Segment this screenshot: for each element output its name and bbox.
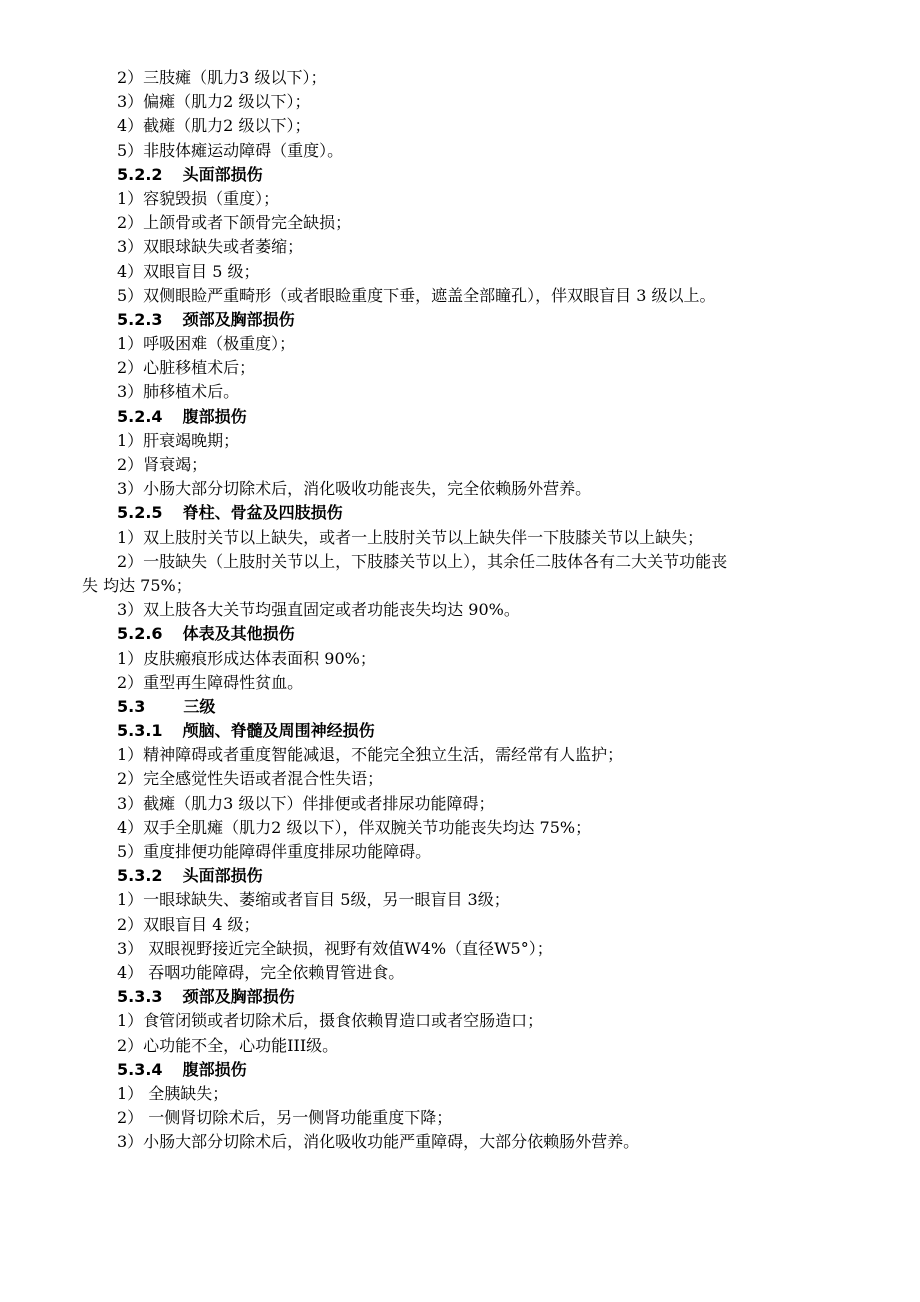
list-item: 1）呼吸困难（极重度）； bbox=[117, 334, 296, 354]
list-item: 2）肾衰竭； bbox=[117, 455, 208, 474]
list-item: 2）心功能不全，心功能III级。 bbox=[117, 1035, 339, 1055]
list-item: 3）小肠大部分切除术后，消化吸收功能丧失，完全依赖肠外营养。 bbox=[117, 479, 592, 499]
list-item: 4）双手全肌瘫（肌力2 级以下），伴双腕关节功能丧失均达 75%； bbox=[117, 817, 592, 837]
list-item: 5）重度排便功能障碍伴重度排尿功能障碍。 bbox=[117, 842, 432, 861]
list-item: 2）一肢缺失（上肢肘关节以上，下肢膝关节以上），其余任二肢体各有二大关节功能丧 bbox=[117, 551, 728, 571]
section-number: 5.2.3 bbox=[117, 309, 163, 329]
list-item: 4） 吞咽功能障碍，完全依赖胃管进食。 bbox=[117, 962, 405, 982]
list-item: 3）肺移植术后。 bbox=[117, 382, 240, 402]
list-item: 2） 一侧肾切除术后，另一侧肾功能重度下降； bbox=[117, 1108, 453, 1128]
section-heading bbox=[0, 308, 920, 332]
list-item: 3）截瘫（肌力3 级以下）伴排便或者排尿功能障碍； bbox=[117, 793, 495, 813]
list-item: 1）双上肢肘关节以上缺失，或者一上肢肘关节以上缺失伴一下肢膝关节以上缺失； bbox=[117, 527, 704, 547]
section-title: 颅脑、脊髓及周围神经损伤 bbox=[182, 721, 375, 741]
list-item: 1）容貌毁损（重度）； bbox=[117, 188, 280, 208]
list-item: 3） 双眼视野接近完全缺损，视野有效值W4%（直径W5°）； bbox=[117, 938, 553, 958]
section-title: 脊柱、骨盆及四肢损伤 bbox=[182, 503, 343, 523]
list-item: 4）双眼盲目 5 级； bbox=[117, 261, 260, 281]
section-number: 5.2.4 bbox=[117, 406, 163, 426]
list-item: 5）双侧眼睑严重畸形（或者眼睑重度下垂，遮盖全部瞳孔），伴双眼盲目 3 级以上。 bbox=[117, 285, 716, 305]
list-item: 4）截瘫（肌力2 级以下）； bbox=[117, 116, 311, 136]
section-heading bbox=[0, 864, 920, 888]
section-title: 颈部及胸部损伤 bbox=[182, 987, 295, 1007]
section-number: 5.3 bbox=[117, 696, 146, 716]
list-item: 3）偏瘫（肌力2 级以下）； bbox=[117, 92, 311, 112]
section-number: 5.3.2 bbox=[117, 866, 163, 886]
list-item: 3）双眼球缺失或者萎缩； bbox=[117, 237, 304, 257]
section-heading bbox=[0, 501, 920, 525]
section-heading bbox=[0, 719, 920, 743]
section-heading bbox=[0, 405, 920, 429]
list-item: 2）上颌骨或者下颌骨完全缺损； bbox=[117, 213, 352, 233]
section-number: 5.2.6 bbox=[117, 624, 163, 644]
list-item: 3）小肠大部分切除术后，消化吸收功能严重障碍，大部分依赖肠外营养。 bbox=[117, 1132, 640, 1152]
section-title: 颈部及胸部损伤 bbox=[182, 309, 295, 329]
section-title: 头面部损伤 bbox=[182, 164, 263, 184]
section-number: 5.3.1 bbox=[117, 721, 163, 741]
section-title: 体表及其他损伤 bbox=[182, 624, 295, 644]
section-title: 三级 bbox=[183, 696, 216, 716]
section-title: 腹部损伤 bbox=[182, 1059, 247, 1079]
section-number: 5.2.5 bbox=[117, 503, 163, 523]
list-item: 2）心脏移植术后； bbox=[117, 358, 256, 378]
list-item: 2）三肢瘫（肌力3 级以下）； bbox=[117, 68, 327, 87]
list-item: 1） 全胰缺失； bbox=[117, 1083, 229, 1103]
list-item: 2）完全感觉性失语或者混合性失语； bbox=[117, 769, 384, 789]
section-heading bbox=[0, 622, 920, 646]
list-item: 1）食管闭锁或者切除术后，摄食依赖胃造口或者空肠造口； bbox=[117, 1011, 544, 1031]
list-item: 1）一眼球缺失、萎缩或者盲目 5级，另一眼盲目 3级； bbox=[117, 890, 510, 910]
section-heading bbox=[0, 163, 920, 187]
section-number: 5.3.4 bbox=[117, 1059, 163, 1079]
list-item-continuation: 失 均达 75%； bbox=[82, 575, 192, 595]
document-page bbox=[0, 66, 920, 1154]
section-title: 头面部损伤 bbox=[182, 866, 263, 886]
list-item: 5）非肢体瘫运动障碍（重度）。 bbox=[117, 140, 344, 160]
list-item: 2）重型再生障碍性贫血。 bbox=[117, 672, 304, 692]
section-number: 5.2.2 bbox=[117, 164, 163, 184]
section-heading bbox=[0, 985, 920, 1009]
list-item: 1）皮肤瘢痕形成达体表面积 90%； bbox=[117, 648, 376, 668]
list-item: 2）双眼盲目 4 级； bbox=[117, 914, 260, 934]
section-title: 腹部损伤 bbox=[182, 406, 247, 426]
list-item: 1）肝衰竭晚期； bbox=[117, 430, 240, 450]
list-item: 3）双上肢各大关节均强直固定或者功能丧失均达 90%。 bbox=[117, 600, 520, 620]
section-heading bbox=[0, 695, 920, 719]
section-heading bbox=[0, 1058, 920, 1082]
list-item: 1）精神障碍或者重度智能减退，不能完全独立生活，需经常有人监护； bbox=[117, 745, 624, 765]
section-number: 5.3.3 bbox=[117, 987, 163, 1007]
